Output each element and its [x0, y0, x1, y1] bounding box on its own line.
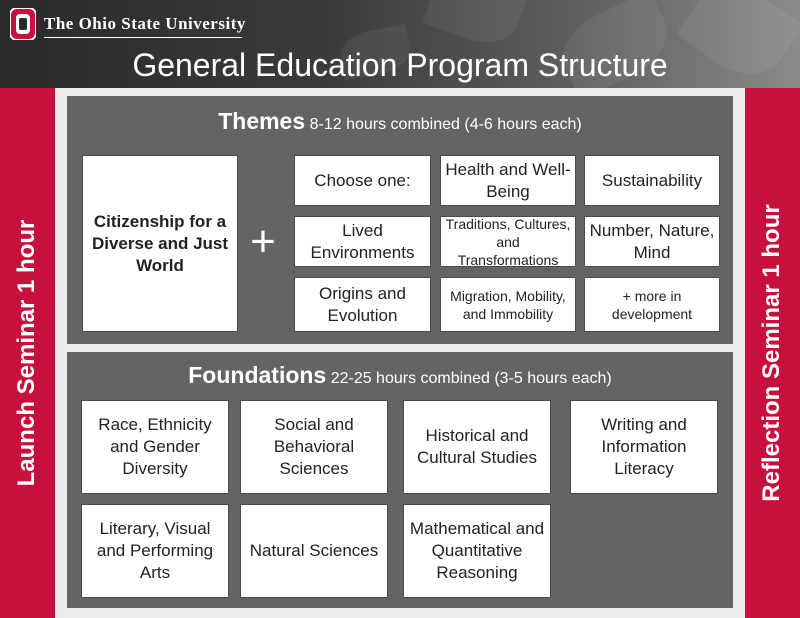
- foundations-title: Foundations: [188, 362, 327, 388]
- header-banner: [0, 0, 800, 88]
- citizenship-theme-box: Citizenship for a Diverse and Just World: [82, 155, 238, 332]
- launch-seminar-label: Launch Seminar 1 hour: [13, 219, 40, 487]
- page-title: General Education Program Structure: [132, 47, 668, 83]
- foundation-box: Historical and Cultural Studies: [403, 400, 551, 494]
- block-o-logo-icon: [10, 8, 36, 40]
- theme-option-box: Traditions, Cultures, and Transformations: [440, 216, 576, 267]
- theme-option-box: Origins and Evolution: [294, 277, 431, 332]
- theme-option-more-box: + more in development: [584, 277, 720, 332]
- foundations-heading: [67, 362, 733, 389]
- foundation-box: Literary, Visual and Performing Arts: [81, 504, 229, 598]
- plus-sign: +: [250, 217, 276, 266]
- content-area: [55, 88, 745, 618]
- theme-option-box: Lived Environments: [294, 216, 431, 267]
- foundation-box: Natural Sciences: [240, 504, 388, 598]
- foundation-box: Writing and Information Literacy: [570, 400, 718, 494]
- reflection-seminar-label: Reflection Seminar 1 hour: [758, 204, 785, 502]
- foundation-box: Race, Ethnicity and Gender Diversity: [81, 400, 229, 494]
- foundations-panel: [67, 352, 733, 608]
- university-underline: [44, 37, 242, 38]
- foundation-box: Social and Behavioral Sciences: [240, 400, 388, 494]
- university-name: The Ohio State University: [44, 14, 246, 33]
- theme-option-box: Number, Nature, Mind: [584, 216, 720, 267]
- theme-option-box: Migration, Mobility, and Immobility: [440, 277, 576, 332]
- themes-hours: 8-12 hours combined (4-6 hours each): [309, 116, 582, 133]
- themes-title: Themes: [218, 108, 306, 134]
- themes-heading: [67, 108, 733, 135]
- launch-seminar-sidebar: [0, 88, 55, 618]
- theme-option-box: Sustainability: [584, 155, 720, 206]
- choose-one-box: Choose one:: [294, 155, 431, 206]
- foundation-box: Mathematical and Quantitative Reasoning: [403, 504, 551, 598]
- theme-option-box: Health and Well-Being: [440, 155, 576, 206]
- foundations-hours: 22-25 hours combined (3-5 hours each): [330, 370, 612, 387]
- reflection-seminar-sidebar: [745, 88, 800, 618]
- themes-panel: [67, 96, 733, 344]
